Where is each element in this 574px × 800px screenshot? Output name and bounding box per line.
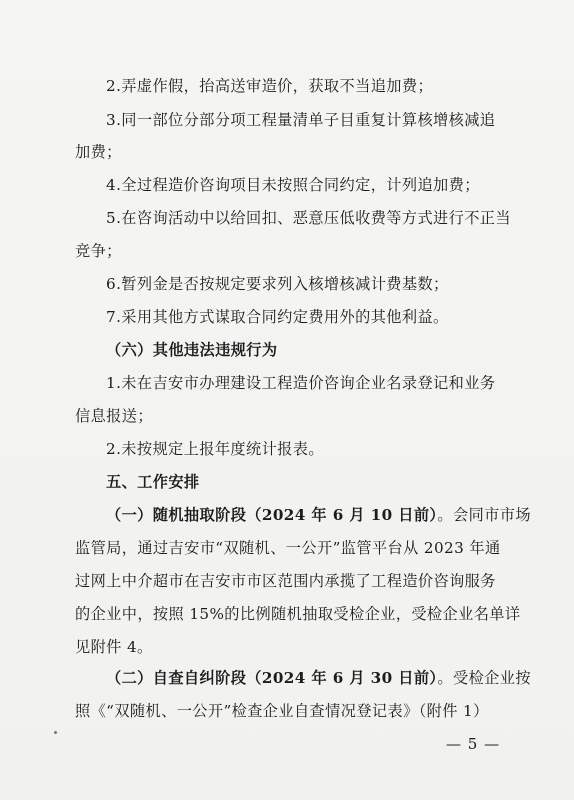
phase-1-line-4: 的企业中，按照 15%的比例随机抽取受检企业，受检企业名单详 [75, 605, 521, 623]
item-4-text: 4.全过程造价咨询项目未按照合同约定，计列追加费； [106, 176, 480, 194]
item-5-text: 5.在咨询活动中以给回扣、恶意压低收费等方式进行不正当 [106, 209, 511, 227]
phase-1-first-line [106, 505, 531, 525]
section-5-heading: 五、工作安排 [106, 473, 200, 491]
phase-1-heading: （一）随机抽取阶段（2024 年 6 月 10 日前） [106, 506, 438, 524]
page-number: — 5 — [446, 735, 501, 753]
item-2-text: 2.弄虚作假，抬高送审造价，获取不当追加费； [106, 77, 434, 95]
phase-2-heading: （二）自查自纠阶段（2024 年 6 月 30 日前） [106, 669, 438, 687]
sub-item-1-continuation: 信息报送； [75, 407, 153, 425]
phase-1-line-5: 见附件 4。 [75, 638, 153, 656]
phase-1-line-3: 过网上中介超市在吉安市市区范围内承揽了工程造价咨询服务 [75, 572, 496, 590]
item-5-continuation: 竞争； [75, 242, 122, 260]
section-6-heading: （六）其他违法违规行为 [106, 341, 278, 359]
sub-item-2-text: 2.未按规定上报年度统计报表。 [106, 440, 324, 458]
phase-2-first-line [106, 668, 531, 688]
phase-1-line-2: 监管局，通过吉安市“双随机、一公开”监管平台从 2023 年通 [75, 539, 501, 557]
item-7-text: 7.采用其他方式谋取合同约定费用外的其他利益。 [106, 308, 449, 326]
item-6-text: 6.暂列金是否按规定要求列入核增核减计费基数； [106, 275, 449, 293]
scan-speck [54, 731, 57, 734]
phase-2-line-2: 照《“双随机、一公开”检查企业自查情况登记表》（附件 1） [75, 702, 489, 720]
phase-1-text: 。会同市市场 [437, 506, 531, 524]
item-3-text: 3.同一部位分部分项工程量清单子目重复计算核增核减追 [106, 111, 496, 129]
sub-item-1-text: 1.未在吉安市办理建设工程造价咨询企业名录登记和业务 [106, 374, 496, 392]
item-3-continuation: 加费； [75, 143, 122, 161]
phase-2-text: 。受检企业按 [437, 669, 531, 687]
